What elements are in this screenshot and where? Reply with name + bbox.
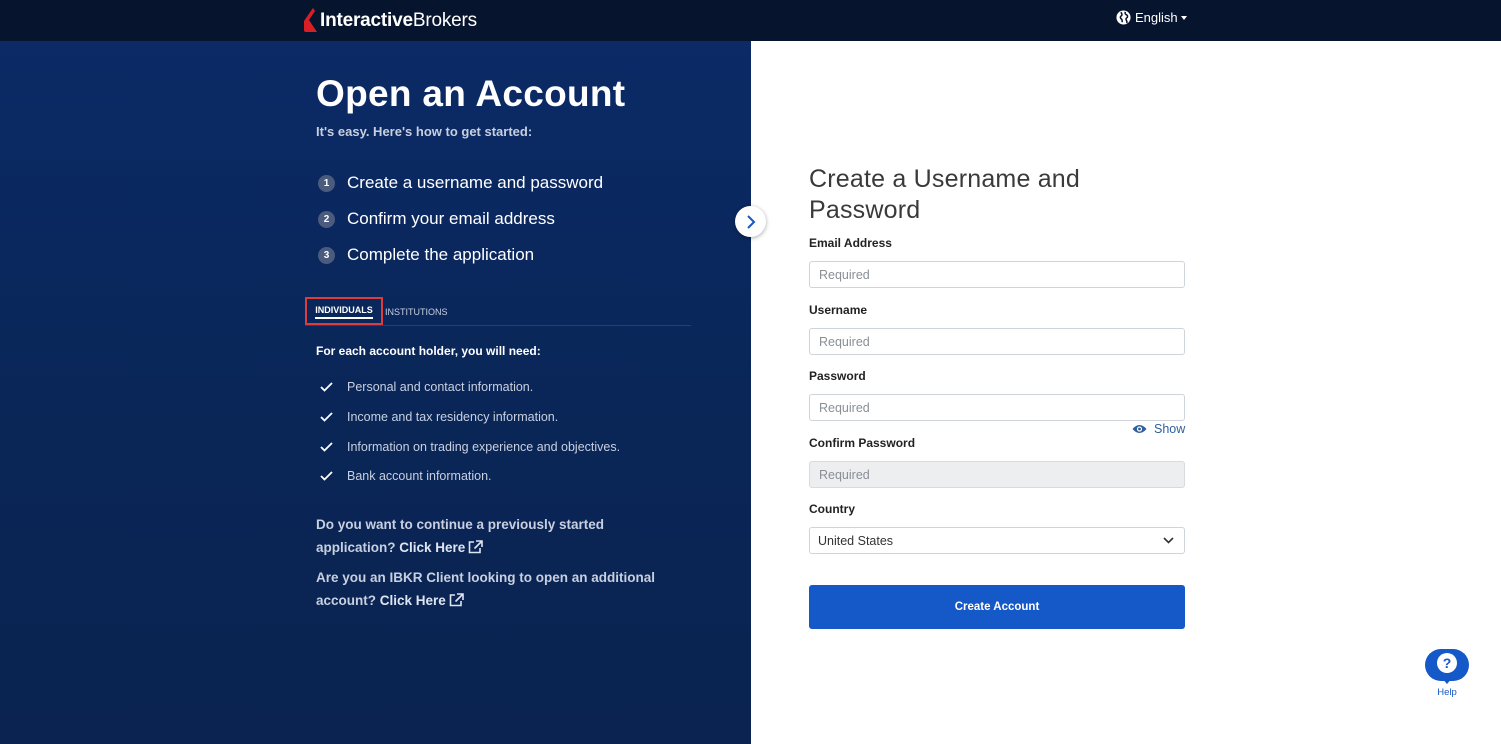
requirement-item <box>320 469 492 483</box>
account-type-tabs <box>305 297 691 326</box>
help-widget[interactable] <box>1424 648 1470 698</box>
step-number-badge: 1 <box>318 175 335 192</box>
page-title: Open an Account <box>316 73 626 114</box>
requirement-item <box>320 410 558 424</box>
email-label: Email Address <box>809 236 892 250</box>
country-label: Country <box>809 502 855 516</box>
requirement-item <box>320 440 620 454</box>
requirement-item <box>320 380 533 394</box>
step-number-badge: 2 <box>318 211 335 228</box>
username-label: Username <box>809 303 868 317</box>
tab-individuals[interactable] <box>305 297 383 325</box>
top-bar <box>0 0 1501 41</box>
username-field[interactable] <box>809 328 1185 355</box>
language-label: English <box>1135 10 1178 25</box>
confirm-password-field[interactable] <box>809 461 1185 488</box>
checkmark-icon <box>320 442 333 452</box>
help-bubble-tail <box>1441 677 1453 684</box>
tab-institutions[interactable]: INSTITUTIONS <box>385 307 448 317</box>
question-mark-icon: ? <box>1437 653 1457 673</box>
continue-application-link[interactable]: Click Here <box>399 540 483 555</box>
external-link-icon <box>468 540 483 554</box>
checkmark-icon <box>320 412 333 422</box>
form-title: Create a Username and Password <box>809 165 1081 224</box>
create-account-button[interactable]: Create Account <box>809 585 1185 629</box>
requirement-text: Personal and contact information. <box>347 380 534 394</box>
step-label: Confirm your email address <box>347 209 555 228</box>
country-selected-value: United States <box>818 533 894 548</box>
tab-individuals-label: INDIVIDUALS <box>315 305 373 319</box>
logo-text-bold: Interactive <box>320 10 413 31</box>
continue-application-text: Do you want to continue a previously started application? <box>316 517 605 555</box>
step-1 <box>318 173 603 193</box>
language-selector[interactable] <box>1116 10 1187 25</box>
checkmark-icon <box>320 382 333 392</box>
continue-application-note <box>316 513 676 559</box>
requirements-heading: For each account holder, you will need: <box>316 344 541 358</box>
help-label: Help <box>1437 687 1457 698</box>
step-2 <box>318 209 555 229</box>
email-field[interactable] <box>809 261 1185 288</box>
country-select[interactable] <box>809 527 1185 554</box>
page-subtitle: It's easy. Here's how to get started: <box>316 124 533 139</box>
confirm-password-label: Confirm Password <box>809 436 916 450</box>
external-link-icon <box>449 593 464 607</box>
additional-account-note <box>316 566 676 612</box>
step-label: Create a username and password <box>347 173 604 192</box>
show-password-toggle[interactable] <box>1132 422 1185 436</box>
show-password-label: Show <box>1154 422 1186 436</box>
caret-down-icon <box>1181 16 1187 20</box>
additional-account-link[interactable]: Click Here <box>380 593 464 608</box>
step-label: Complete the application <box>347 245 535 264</box>
password-field[interactable] <box>809 394 1185 421</box>
step-number-badge: 3 <box>318 247 335 264</box>
requirement-text: Bank account information. <box>347 469 492 483</box>
checkmark-icon <box>320 471 333 481</box>
password-label: Password <box>809 369 866 383</box>
step-3 <box>318 245 534 265</box>
requirement-text: Information on trading experience and objectives. <box>347 440 621 454</box>
logo-mark-icon <box>304 8 318 34</box>
requirement-text: Income and tax residency information. <box>347 410 559 424</box>
chevron-down-icon <box>1163 537 1174 544</box>
interactive-brokers-logo[interactable] <box>304 8 477 34</box>
collapse-panel-button[interactable] <box>735 206 766 237</box>
eye-icon <box>1132 424 1147 434</box>
logo-text-light: Brokers <box>412 10 477 31</box>
chevron-right-icon <box>746 215 756 229</box>
globe-icon <box>1116 10 1131 25</box>
additional-account-text: Are you an IBKR Client looking to open an additional account? <box>316 570 656 608</box>
